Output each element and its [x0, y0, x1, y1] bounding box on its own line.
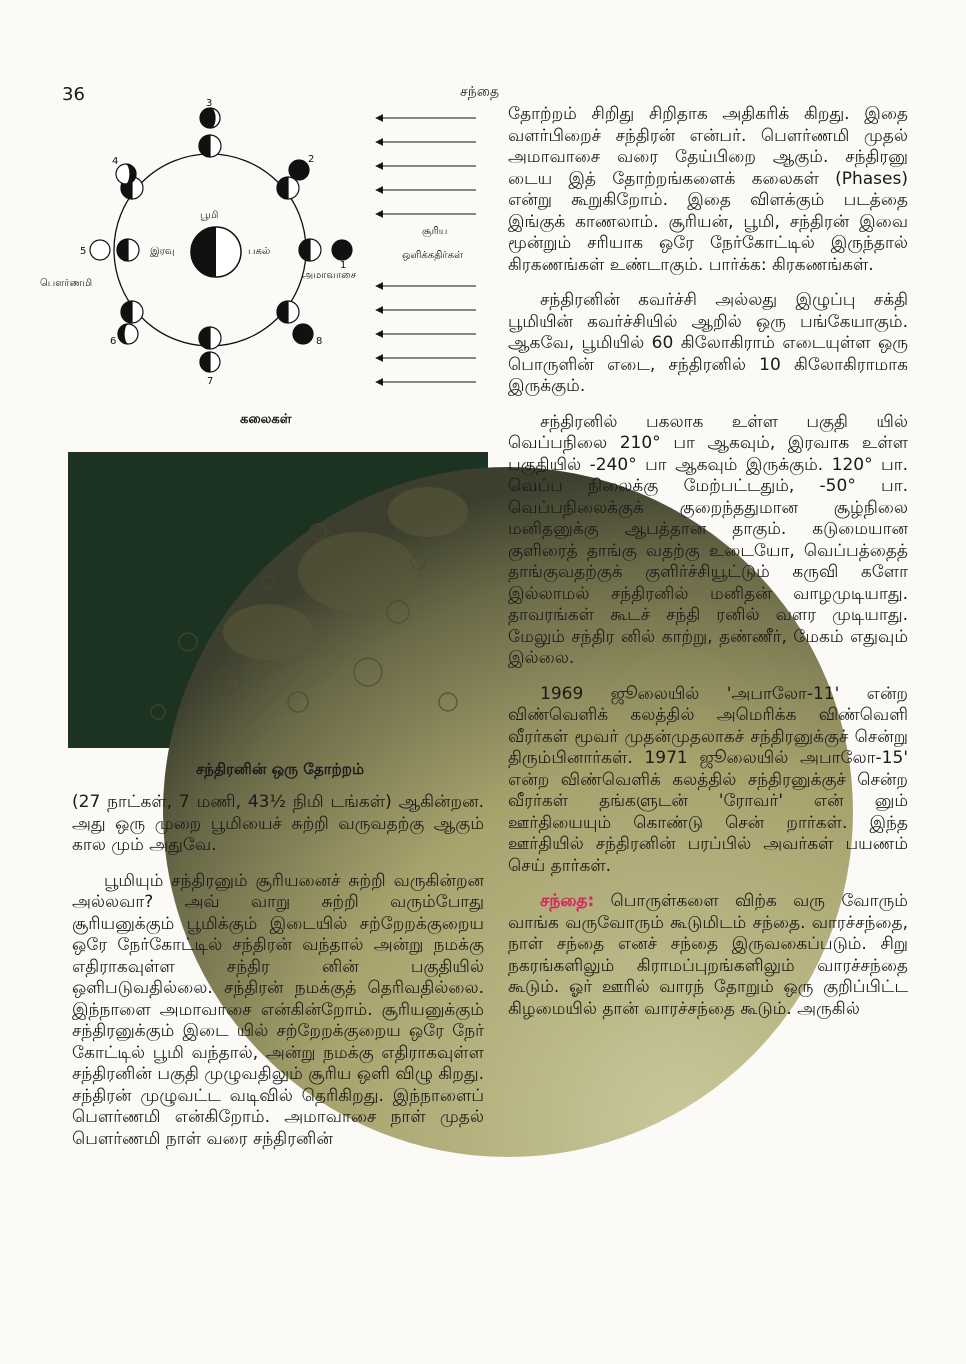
paragraph: (27 நாட்கள், 7 மணி, 43½ நிமி டங்கள்) ஆகின்றன. அது ஒரு முறை பூமியைச் சுற்றி வருவதற்கு ஆகும் கால மும் அதுவே.: [72, 792, 484, 855]
svg-text:7: 7: [207, 376, 214, 387]
moon-phases-diagram: [40, 98, 480, 438]
night-label: இரவு: [150, 246, 175, 257]
paragraph: பூமியும் சந்திரனும் சூரியனைச் சுற்றி வருகின்றன அல்லவா? அவ் வாறு சுற்றி வரும்போது சூரியனுக்கும் பூமிக்கும் இடையில் சற்றேறக்குறைய ஒரே நேர்கோட்டில் சந்திரன் வந்தால் அன்று நமக்கு எதிராகவுள்ள சந்திர னின் பகுதியில் ஒளிபடுவதில்லை. சந்திரன் நமக்குத் தெரிவதில்லை. இந்நாளை அமாவாசை என்கின்றோம். சூரியனுக்கும் சந்திரனுக்கும் இடை யில் சற்றேறக்குறைய ஒரே நேர் கோட்டில் பூமி வந்தால், அன்று நமக்கு எதிராகவுள்ள சந்திரனின் பகுதி முழுவதிலும் சூரிய ஒளி விழு கிறது. சந்திரன் முழுவட்ட வடிவில் தெரிகிறது. இந்நாளைப் பௌர்ணமி என்கிறோம். அமாவாசை நாள் முதல் பௌர்ணமி நாள் வரை சந்திரனின்: [72, 870, 484, 1149]
entry-text: பொருள்களை விற்க வரு வோரும் வாங்க வருவோரும் கூடுமிடம் சந்தை. வாரச்சந்தை, நாள் சந்தை எனச் சந்தை இருவகைப்படும். சிறு நகரங்களிலும் கிராமப்புறங்களிலும் வாரச்சந்தை கூடும். ஓர் ஊரில் வாரந் தோறும் ஒரு குறிப்பிட்ட கிழமையில் தான் வாரச்சந்தை கூடும். அருகில்: [508, 891, 908, 1019]
svg-text:5: 5: [80, 246, 87, 257]
left-column: [72, 792, 484, 1150]
entry-keyword: சந்தை:: [540, 891, 595, 911]
encyclopedia-entry: [508, 891, 908, 1020]
sun-rays-label-1: சூரிய: [422, 226, 448, 237]
svg-text:3: 3: [206, 98, 213, 109]
full-moon-label: பௌர்ணமி: [40, 278, 93, 289]
right-column: [508, 104, 908, 1020]
paragraph: தோற்றம் சிறிது சிறிதாக அதிகரிக் கிறது. இதை வளர்பிறைச் சந்திரன் என்பர். பௌர்ணமி முதல் அமாவாசை வரை தேய்பிறை ஆகும். சந்திரனு டைய இத் தோற்றங்களைக் கலைகள் (Phases) என்று கூறுகிறோம். இதை விளக்கும் படத்தை இங்குக் காணலாம். சூரியன், பூமி, சந்திரன் இவை மூன்றும் சரியாக ஒரே நேர்கோட்டில் இருந்தால் கிரகணங்கள் உண்டாகும். பார்க்க: கிரகணங்கள்.: [508, 104, 908, 275]
earth-icon: [191, 227, 241, 277]
svg-text:4: 4: [112, 156, 119, 167]
running-title: சந்தை: [460, 84, 500, 100]
paragraph: சந்திரனில் பகலாக உள்ள பகுதி யில் வெப்பநிலை 210° பா ஆகவும், இரவாக உள்ள பகுதியில் -240° பா ஆகவும் இருக்கும். 120° பா. வெப்ப நிலைக்கு மேற்பட்டதும், -50° பா. வெப்பநிலைக்குக் குறைந்ததுமான சூழ்நிலை மனிதனுக்கு ஆபத்தான தாகும். கடுமையான குளிரைத் தாங்கு வதற்கு உடையோ, வெப்பத்தைத் தாங்குவதற்குக் குளிர்ச்சியூட்டும் கருவி களோ இல்லாமல் சந்திரனில் மனிதன் வாழமுடியாது. தாவரங்கள் கூடச் சந்தி ரனில் வளர முடியாது. மேலும் சந்திர னில் காற்று, தண்ணீர், மேகம் எதுவும் இல்லை.: [508, 411, 908, 668]
paragraph: சந்திரனின் கவர்ச்சி அல்லது இழுப்பு சக்தி பூமியின் கவர்ச்சியில் ஆறில் ஒரு பங்கேயாகும். ஆகவே, பூமியில் 60 கிலோகிராம் எடையுள்ள ஒரு பொருளின் எடை, சந்திரனில் 10 கிலோகிராமாக இருக்கும்.: [508, 290, 908, 396]
svg-text:2: 2: [308, 154, 315, 165]
earth-label: பூமி: [200, 210, 219, 221]
page-number: 36: [62, 84, 85, 105]
day-label: பகல்: [248, 246, 271, 257]
new-moon-label: அமாவாசை: [302, 270, 357, 281]
svg-text:8: 8: [316, 336, 323, 347]
photo-caption: சந்திரனின் ஒரு தோற்றம்: [195, 760, 365, 778]
paragraph: 1969 ஜூலையில் 'அபாலோ-11' என்ற விண்வெளிக் கலத்தில் அமெரிக்க விண்வெளி வீரர்கள் மூவர் முதன்முதலாகச் சந்திரனுக்குச் சென்று திரும்பினார்கள். 1971 ஜூலையில் அபாலோ-15' என்ற விண்வெளிக் கலத்தில் சந்திரனுக்குச் சென்ற வீரர்கள் தங்களுடன் 'ரோவர்' என் னும் ஊர்தியையும் கொண்டு சென் றார்கள். இந்த ஊர்தியில் சந்திரனின் பரப்பில் அவர்கள் பயணம் செய் தார்கள்.: [508, 683, 908, 876]
svg-text:6: 6: [110, 336, 117, 347]
sun-rays-label-2: ஒளிக்கதிர்கள்: [402, 250, 464, 261]
diagram-caption: கலைகள்: [240, 412, 292, 427]
moon-surface-photo: [68, 452, 488, 748]
svg-text:1: 1: [340, 260, 347, 271]
